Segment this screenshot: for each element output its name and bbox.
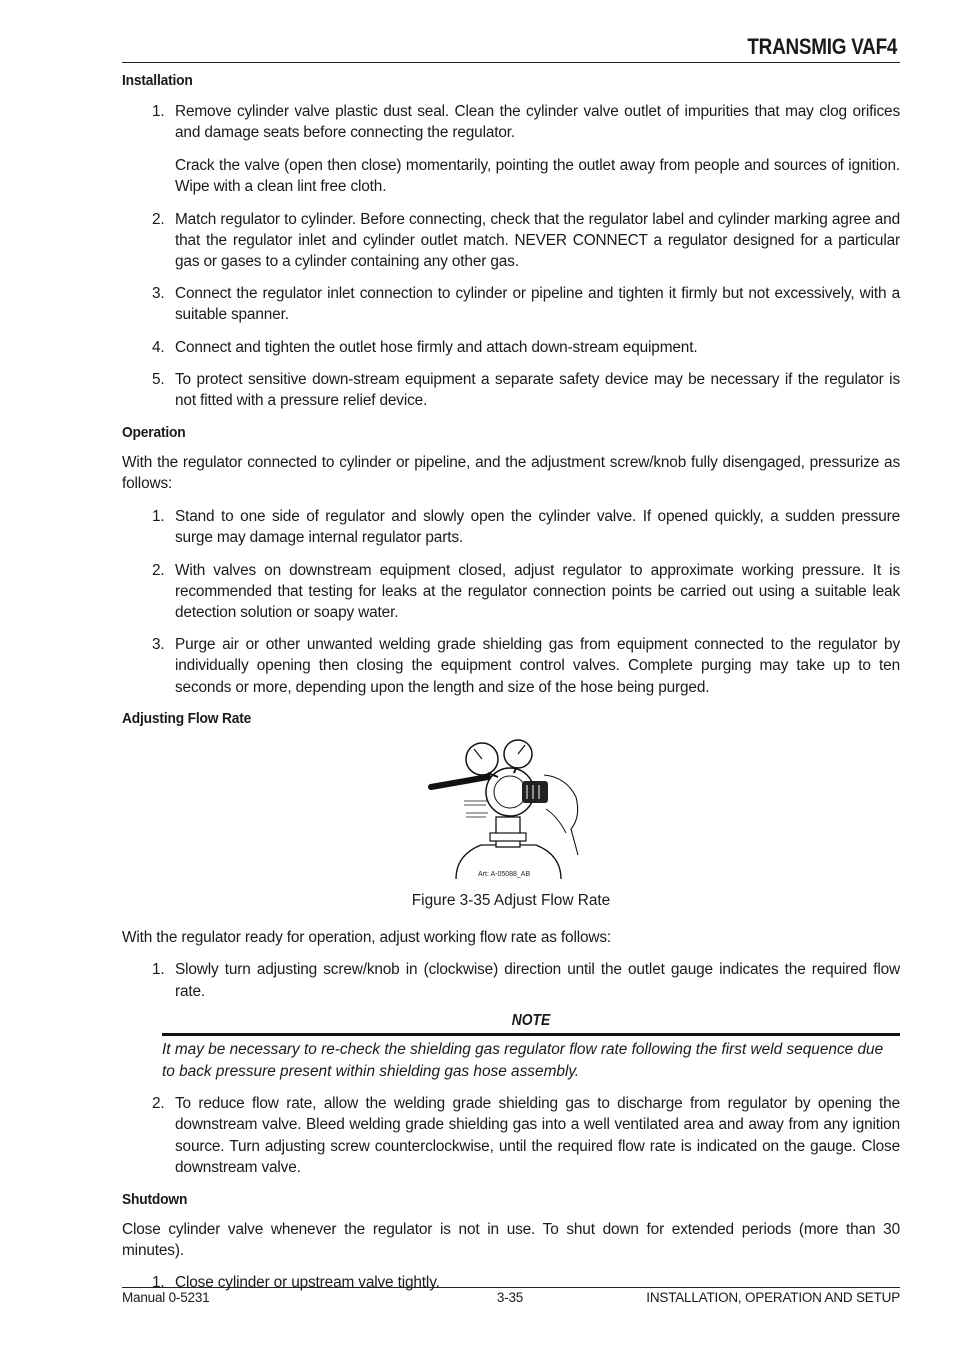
shutdown-heading: Shutdown: [122, 1190, 188, 1208]
page-content: [122, 70, 900, 1294]
flow-rate-heading: Adjusting Flow Rate: [122, 709, 252, 727]
list-number: 2.: [152, 561, 165, 579]
installation-item-1-continued: Crack the valve (open then close) momentarily, pointing the outlet away from people and sources of ignition. Wipe with a clean lint free cloth.: [175, 156, 900, 196]
flow-rate-item-1: [122, 959, 900, 1002]
list-text: With valves on downstream equipment closed, adjust regulator to approximate working pressure. It is recommended that testing for leaks at the regulator connection points be carried out using a suitable leak detection solution or soapy water.: [175, 561, 900, 622]
installation-item-3: [122, 283, 900, 326]
list-text: Connect the regulator inlet connection to cylinder or pipeline and tighten it firmly but not excessively, with a suitable spanner.: [175, 284, 900, 324]
footer-page-number: 3-35: [496, 1290, 524, 1305]
list-text: Slowly turn adjusting screw/knob in (clockwise) direction until the outlet gauge indicates the required flow rate.: [175, 961, 900, 1000]
operation-item-2: [122, 560, 900, 624]
installation-item-1: [122, 101, 900, 144]
list-text: Connect and tighten the outlet hose firmly and attach down-stream equipment.: [175, 338, 698, 356]
adjusting-knob: [522, 781, 548, 803]
list-text: Purge air or other unwanted welding grade shielding gas from equipment connected to the regulator by individually opening then closing the equipment control valves. Complete purging may take up to ten seconds or more, depending upon the length and size of the hose being purged.: [175, 635, 900, 696]
list-number: 1.: [152, 507, 165, 525]
flow-rate-intro: With the regulator ready for operation, adjust working flow rate as follows:: [122, 928, 612, 946]
note-rule: [162, 1033, 900, 1036]
note-label: NOTE: [511, 1012, 551, 1030]
operation-heading: Operation: [122, 423, 186, 441]
installation-item-4: [122, 337, 900, 358]
list-text: Match regulator to cylinder. Before connecting, check that the regulator label and cylinder marking agree and that the regulator inlet and cylinder outlet match. NEVER CONNECT a regulator designed for a particular gas or gases to a cylinder containing any other gas.: [175, 210, 900, 271]
operation-item-1: [122, 506, 900, 549]
figure-caption: Figure 3-35 Adjust Flow Rate: [411, 891, 611, 909]
shutdown-intro: Close cylinder valve whenever the regulator is not in use. To shut down for extended periods (more than 30 minutes).: [122, 1220, 900, 1259]
list-text: Remove cylinder valve plastic dust seal. Clean the cylinder valve outlet of impurities that may clog orifices and damage seats before connecting the regulator.: [175, 103, 900, 142]
figure-art-id: Art: A-05088_AB: [478, 870, 531, 878]
list-number: 1.: [152, 103, 165, 120]
note-text: It may be necessary to re-check the shielding gas regulator flow rate following the first weld sequence due to back pressure present within shielding gas hose assembly.: [162, 1041, 884, 1080]
list-text: To protect sensitive down-stream equipment a separate safety device may be necessary if the regulator is not fitted with a pressure relief device.: [175, 371, 900, 410]
list-text: To reduce flow rate, allow the welding grade shielding gas to discharge from regulator by opening the downstream valve. Bleed welding grade shielding gas into a well ventilated area and away from any ignition source. Turn adjusting screw counterclockwise, until the required flow rate is indicated on the gauge. Close downstream valve.: [175, 1094, 900, 1177]
installation-item-2: [122, 209, 900, 273]
list-number: 2.: [152, 210, 165, 228]
list-text: Stand to one side of regulator and slowly open the cylinder valve. If opened quickly, a sudden pressure surge may damage internal regulator parts.: [175, 507, 900, 547]
list-number: 4.: [152, 338, 165, 356]
list-text: Close cylinder or upstream valve tightly.: [175, 1274, 440, 1292]
header-title: TRANSMIG VAF4: [747, 34, 897, 59]
hand-outline: [544, 775, 578, 855]
list-number: 3.: [152, 284, 165, 302]
footer-rule: [122, 1287, 900, 1288]
installation-heading: Installation: [122, 72, 193, 89]
regulator-figure: [122, 737, 900, 882]
cylinder-valve: [496, 817, 520, 847]
operation-item-3: [122, 634, 900, 698]
note-box: [162, 1012, 900, 1082]
footer-manual-number: Manual 0-5231: [122, 1290, 210, 1305]
outlet-hose: [431, 777, 488, 787]
flow-rate-item-2: [122, 1093, 900, 1179]
valve-nut: [490, 833, 526, 841]
footer-section-title: INSTALLATION, OPERATION AND SETUP: [646, 1290, 900, 1305]
header-rule: [122, 62, 900, 63]
operation-intro: With the regulator connected to cylinder or pipeline, and the adjustment screw/knob fully disengaged, pressurize as follows:: [122, 453, 900, 493]
list-number: 1.: [152, 961, 165, 979]
regulator-illustration: [426, 737, 596, 882]
installation-item-5: [122, 369, 900, 412]
list-number: 3.: [152, 635, 165, 653]
list-number: 2.: [152, 1094, 165, 1112]
list-number: 1.: [152, 1274, 165, 1292]
list-number: 5.: [152, 371, 165, 389]
